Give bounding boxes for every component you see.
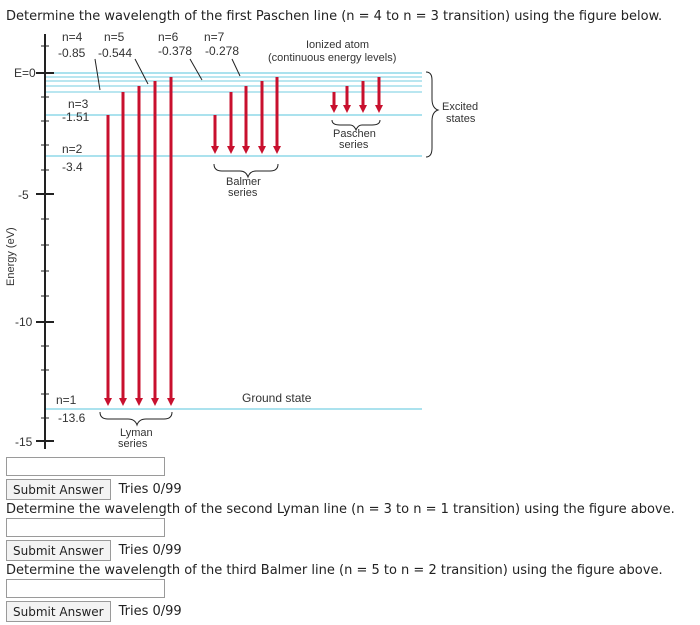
energy-n6: -0.378	[158, 44, 193, 58]
n1-energy-label: -13.6	[58, 411, 86, 425]
label-n4: n=4	[62, 30, 83, 44]
lyman-series-label: series	[118, 438, 148, 450]
label-n7: n=7	[204, 30, 225, 44]
question-1-actions	[6, 479, 182, 500]
y-axis-label: Energy (eV)	[5, 227, 17, 286]
energy-axis	[36, 34, 54, 449]
question-1-text: Determine the wavelength of the first Paschen line (n = 4 to n = 3 transition) using the figure below.	[6, 9, 663, 24]
ionized-atom-label: Ionized atom	[306, 39, 369, 51]
energy-n5: -0.544	[98, 46, 133, 60]
n1-label: n=1	[56, 393, 77, 407]
question-3-text: Determine the wavelength of the third Balmer line (n = 5 to n = 2 transition) using the figure above.	[6, 563, 663, 578]
continuous-levels-label: (continuous energy levels)	[268, 52, 397, 64]
series-braces	[100, 72, 438, 425]
excited-label: Excited	[442, 101, 479, 113]
top-label-leaders	[95, 59, 240, 90]
answer-1-input[interactable]	[6, 457, 165, 476]
tries-3-counter: Tries 0/99	[118, 604, 182, 619]
answer-3-input[interactable]	[6, 579, 165, 598]
question-2-text: Determine the wavelength of the second Lyman line (n = 3 to n = 1 transition) using the figure above.	[6, 502, 675, 517]
balmer-arrows	[215, 77, 277, 150]
tick-label-m15: -15	[15, 435, 33, 449]
answer-2-input[interactable]	[6, 518, 165, 537]
tick-label-m10: -10	[15, 315, 33, 329]
n3-label: n=3	[68, 97, 89, 111]
paschen-series-label: series	[339, 139, 369, 151]
energy-n7: -0.278	[205, 44, 240, 58]
submit-answer-1-button[interactable]: Submit Answer	[6, 479, 111, 500]
label-n6: n=6	[158, 30, 179, 44]
n2-label: n=2	[62, 142, 83, 156]
submit-answer-2-button[interactable]: Submit Answer	[6, 540, 111, 561]
tick-label-m5: -5	[18, 188, 29, 202]
energy-level-diagram	[0, 24, 479, 456]
label-n5: n=5	[104, 30, 125, 44]
ground-state-label: Ground state	[242, 391, 312, 405]
paschen-arrows	[334, 77, 379, 109]
n2-energy-label: -3.4	[62, 160, 83, 174]
balmer-label: Balmer	[226, 176, 261, 188]
states-label: states	[446, 113, 476, 125]
energy-n4: -0.85	[58, 46, 86, 60]
e0-label: E=0	[14, 66, 36, 80]
energy-levels	[45, 73, 422, 409]
lyman-arrows	[108, 77, 171, 402]
tries-1-counter: Tries 0/99	[118, 482, 182, 497]
tries-2-counter: Tries 0/99	[118, 543, 182, 558]
n3-energy-label: -1.51	[62, 110, 90, 124]
submit-answer-3-button[interactable]: Submit Answer	[6, 601, 111, 622]
paschen-label: Paschen	[333, 128, 376, 140]
balmer-series-label: series	[228, 187, 258, 199]
question-2-actions	[6, 540, 182, 561]
lyman-label: Lyman	[120, 427, 153, 439]
question-3-actions	[6, 601, 182, 622]
